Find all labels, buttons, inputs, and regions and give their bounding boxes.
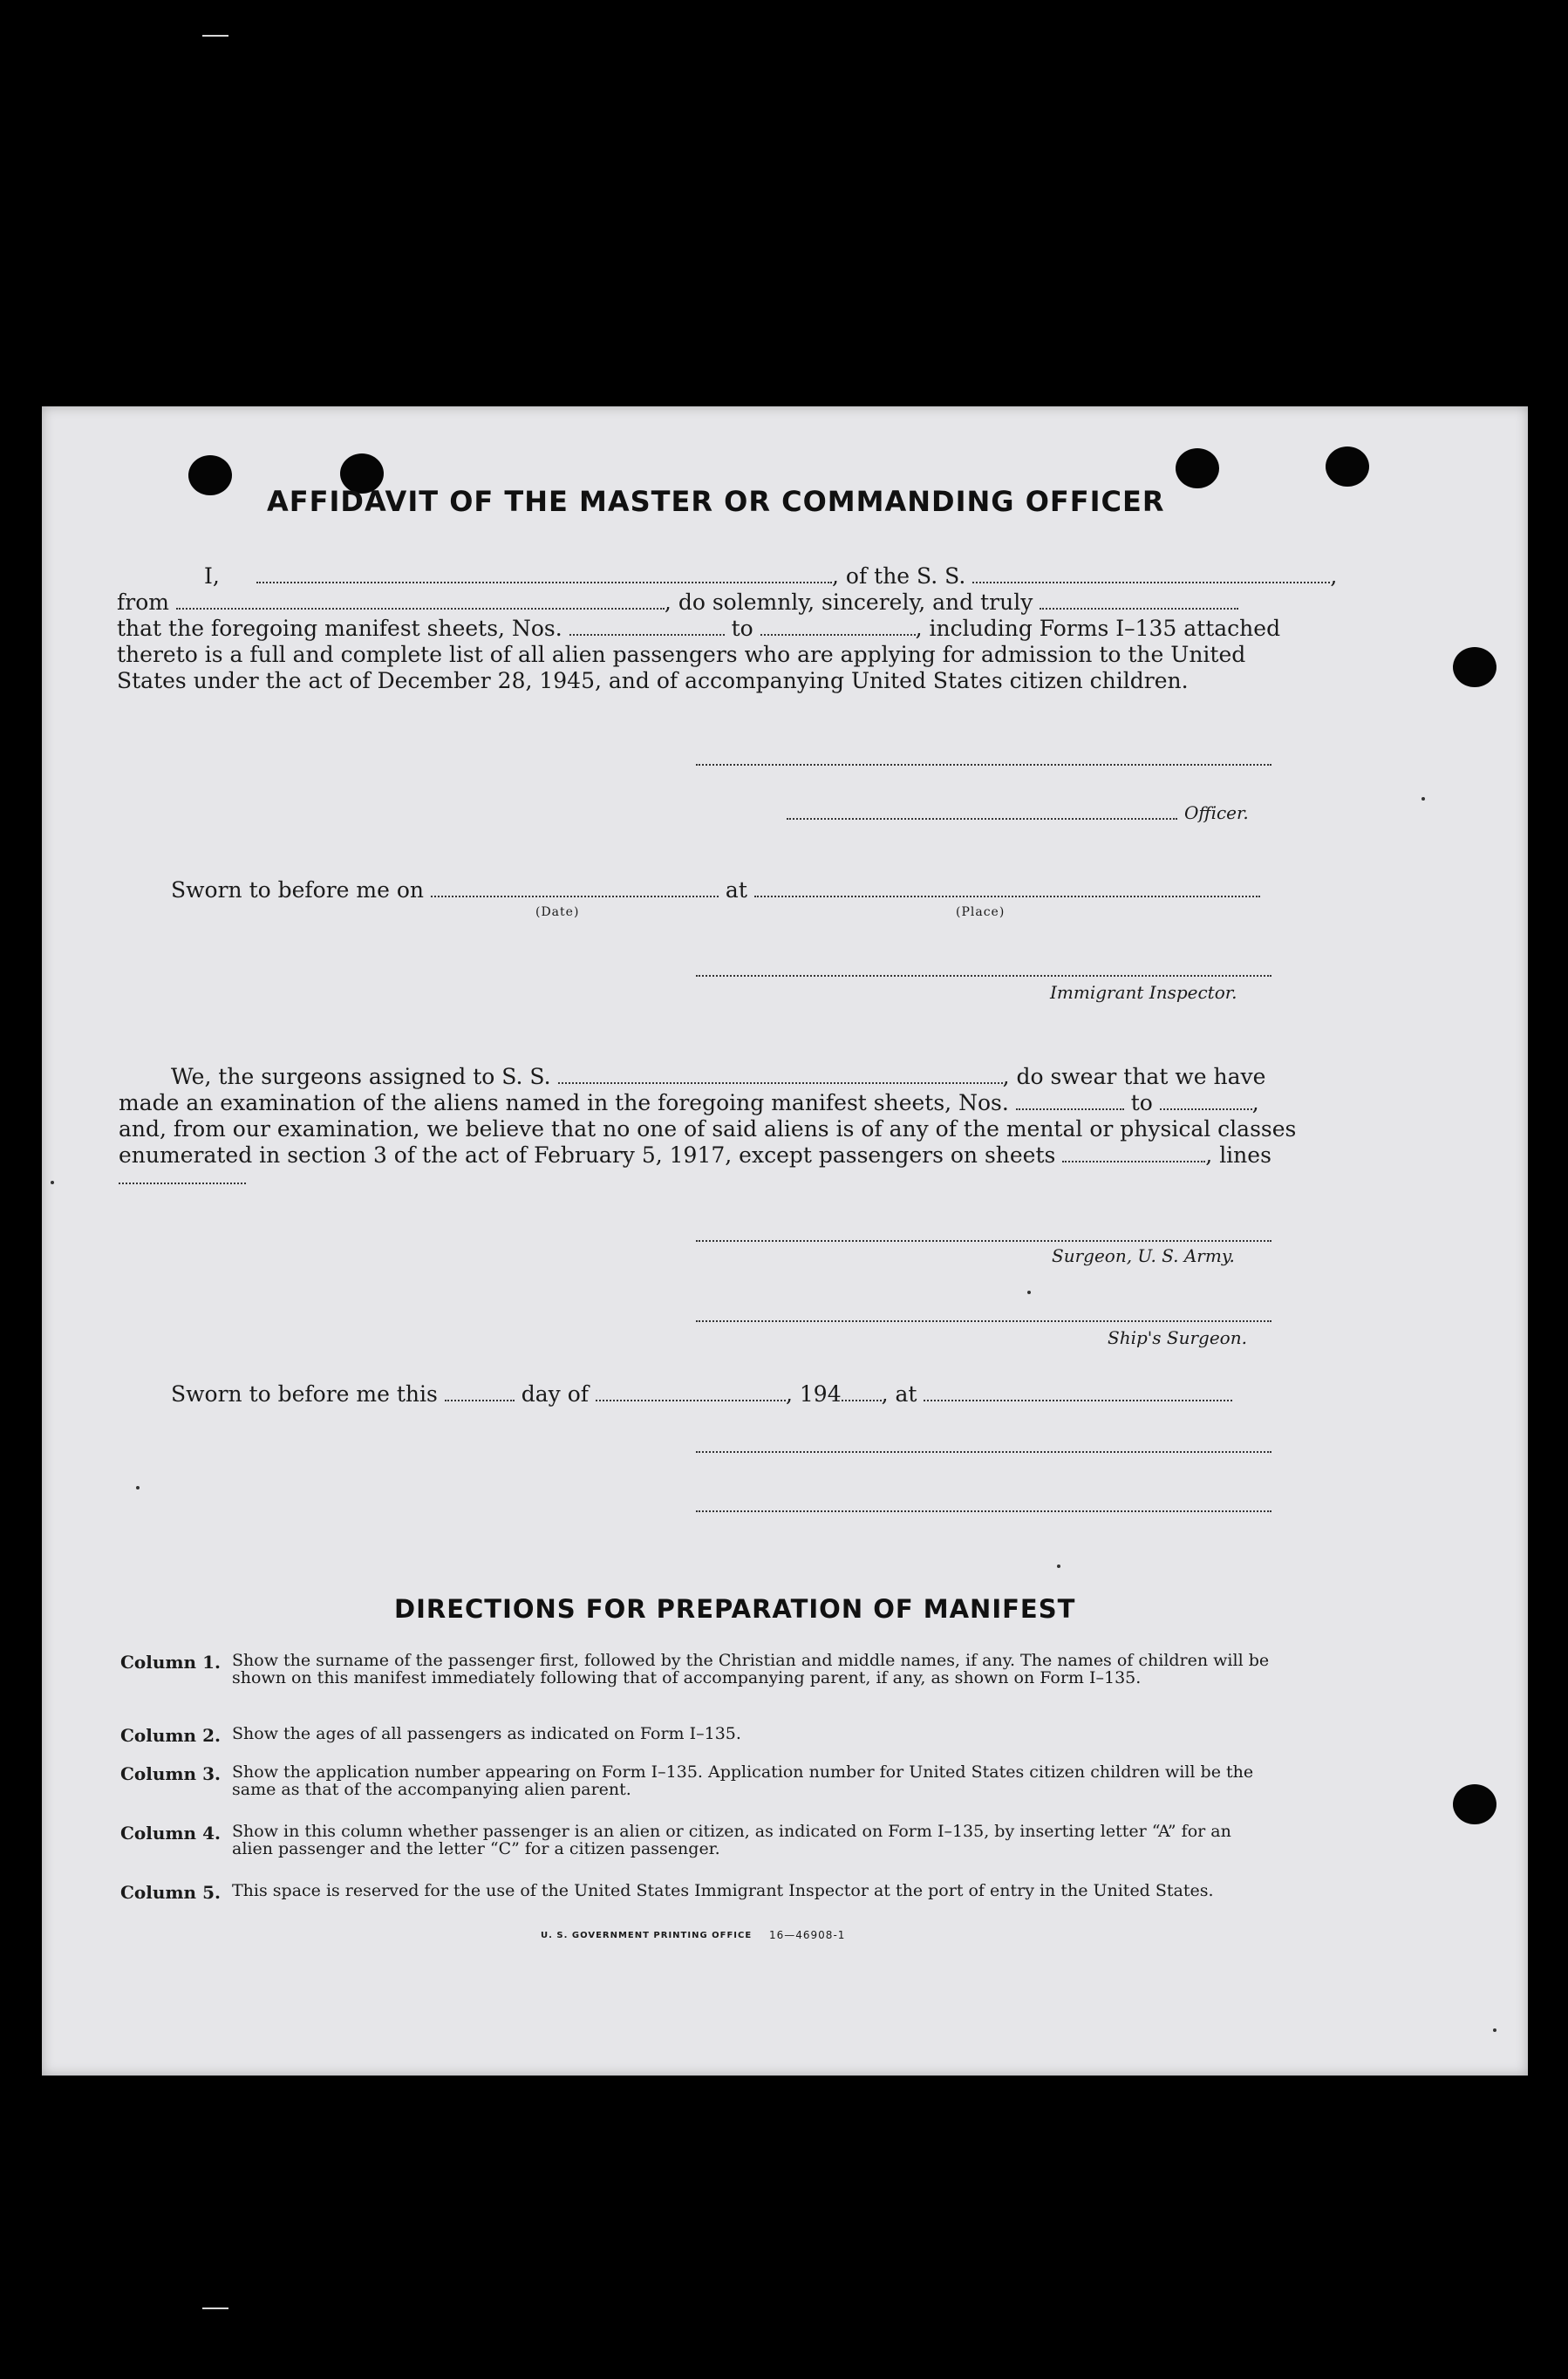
column-3-text: Show the application number appearing on Form I–135. Application number for United States citizen children will be the same as that of the accompanying alien parent. <box>232 1762 1254 1799</box>
sworn-year-field[interactable] <box>842 1384 882 1401</box>
comma: , <box>1330 563 1338 589</box>
sheet-to-field[interactable] <box>760 618 916 636</box>
surgeons-line-2 <box>119 1090 1340 1116</box>
exam-sheet-to-field[interactable] <box>1160 1093 1252 1110</box>
sworn-month-field[interactable] <box>596 1384 786 1401</box>
sheets-label: that the foregoing manifest sheets, Nos. <box>117 616 562 641</box>
ship-name-field[interactable] <box>972 566 1330 583</box>
truly-field[interactable] <box>1040 592 1238 610</box>
dust-speck <box>1027 1291 1031 1294</box>
punch-hole <box>1453 1784 1496 1824</box>
column-5-label: Column 5. <box>120 1882 221 1903</box>
dust-speck <box>51 1181 54 1184</box>
affidavit-title: AFFIDAVIT OF THE MASTER OR COMMANDING OFFICER <box>267 485 1165 518</box>
manifest-affidavit-page <box>42 406 1528 2076</box>
dust-speck <box>1493 2028 1496 2032</box>
margin-tick <box>202 2307 228 2309</box>
sworn-date-field[interactable] <box>431 880 719 897</box>
to-label: to <box>731 616 753 641</box>
forms-label: , including Forms I–135 attached <box>915 616 1281 641</box>
sworn-place-field[interactable] <box>754 880 1260 897</box>
exam-to-label: to <box>1130 1090 1153 1115</box>
inspector-caption: Immigrant Inspector. <box>1050 982 1237 1003</box>
year-label: , 194 <box>786 1381 842 1407</box>
dust-speck <box>136 1486 140 1489</box>
surgeons-line-4 <box>119 1142 1340 1169</box>
lines-label: , lines <box>1205 1142 1271 1168</box>
surgeons-line-3: and, from our examination, we believe that no one of said aliens is of any of the mental or physical classes <box>119 1116 1297 1142</box>
directions-title: DIRECTIONS FOR PREPARATION OF MANIFEST <box>394 1594 1076 1624</box>
surgeons-ship-field[interactable] <box>558 1067 1003 1084</box>
printer-imprint: U. S. GOVERNMENT PRINTING OFFICE <box>541 1931 753 1940</box>
officer-caption: Officer. <box>1184 802 1249 823</box>
column-2-label: Column 2. <box>120 1725 221 1746</box>
inspector-signature-line[interactable] <box>696 975 1271 977</box>
place-caption: (Place) <box>956 905 1006 919</box>
army-surgeon-signature-line[interactable] <box>696 1240 1271 1242</box>
surgeons-sworn-line <box>171 1381 1305 1408</box>
day-of-label: day of <box>521 1381 590 1407</box>
column-1-label: Column 1. <box>120 1652 221 1673</box>
dust-speck <box>1421 797 1425 801</box>
sworn-date-line <box>171 877 1305 903</box>
from-label: from <box>117 590 169 615</box>
at-place-label: , at <box>881 1381 917 1407</box>
date-caption: (Date) <box>535 905 580 919</box>
ship-surgeon-caption: Ship's Surgeon. <box>1108 1327 1247 1348</box>
except-sheets-field[interactable] <box>1062 1145 1205 1162</box>
column-4-label: Column 4. <box>120 1823 221 1844</box>
inspector-signature-line-3[interactable] <box>696 1510 1271 1512</box>
ship-surgeon-signature-line[interactable] <box>696 1320 1271 1322</box>
affidavit-line-1 <box>160 563 1338 590</box>
exam-sheet-from-field[interactable] <box>1016 1093 1124 1110</box>
signature-line[interactable] <box>696 764 1271 766</box>
sworn-day-field[interactable] <box>445 1384 515 1401</box>
inspector-signature-line-2[interactable] <box>696 1451 1271 1453</box>
affidavit-i: I, <box>204 563 220 589</box>
affidavit-line-5: States under the act of December 28, 1945, and of accompanying United States citizen children. <box>117 668 1189 693</box>
punch-hole <box>188 455 232 495</box>
punch-hole <box>1453 647 1496 687</box>
affidavit-line-3 <box>117 616 1338 642</box>
form-code: 16—46908-1 <box>769 1929 846 1941</box>
army-surgeon-caption: Surgeon, U. S. Army. <box>1052 1245 1235 1266</box>
except-lines-field[interactable] <box>119 1183 246 1184</box>
sheet-from-field[interactable] <box>569 618 725 636</box>
exam-label: made an examination of the aliens named in the foregoing manifest sheets, Nos. <box>119 1090 1009 1115</box>
officer-signature-line[interactable] <box>787 818 1177 820</box>
swear-label: , do swear that we have <box>1002 1064 1266 1089</box>
enumerated-label: enumerated in section 3 of the act of February 5, 1917, except passengers on sheets <box>119 1142 1056 1168</box>
column-4-text: Show in this column whether passenger is an alien or citizen, as indicated on Form I–135, by inserting letter “A” for an alien passenger and the letter “C” for a citizen passenger. <box>232 1822 1231 1858</box>
surgeons-label: We, the surgeons assigned to S. S. <box>171 1064 551 1089</box>
punch-hole <box>1176 448 1219 488</box>
sworn-at-field[interactable] <box>924 1384 1232 1401</box>
affidavit-line-2 <box>117 590 1320 616</box>
sworn-label: Sworn to before me on <box>171 877 425 903</box>
at-label: at <box>725 877 747 903</box>
punch-hole <box>1326 446 1369 487</box>
of-ss-label: , of the S. S. <box>832 563 966 589</box>
sworn-this-label: Sworn to before me this <box>171 1381 438 1407</box>
column-5-text: This space is reserved for the use of the United States Immigrant Inspector at the port of entry in the United States. <box>232 1881 1214 1900</box>
affidavit-line-4: thereto is a full and complete list of all alien passengers who are applying for admission to the United <box>117 642 1246 667</box>
column-2-text: Show the ages of all passengers as indicated on Form I–135. <box>232 1724 741 1743</box>
master-name-field[interactable] <box>256 566 832 583</box>
column-3-label: Column 3. <box>120 1763 221 1784</box>
margin-tick <box>202 35 228 37</box>
comma: , <box>1251 1090 1259 1115</box>
port-from-field[interactable] <box>176 592 665 610</box>
solemnly-label: , do solemnly, sincerely, and truly <box>664 590 1033 615</box>
surgeons-line-1 <box>171 1064 1305 1090</box>
column-1-text: Show the surname of the passenger first, followed by the Christian and middle names, if any. The names of children will be shown on this manifest immediately following that of accompanying parent, if any, as shown on Form I–135. <box>232 1651 1270 1687</box>
dust-speck <box>1057 1564 1060 1568</box>
